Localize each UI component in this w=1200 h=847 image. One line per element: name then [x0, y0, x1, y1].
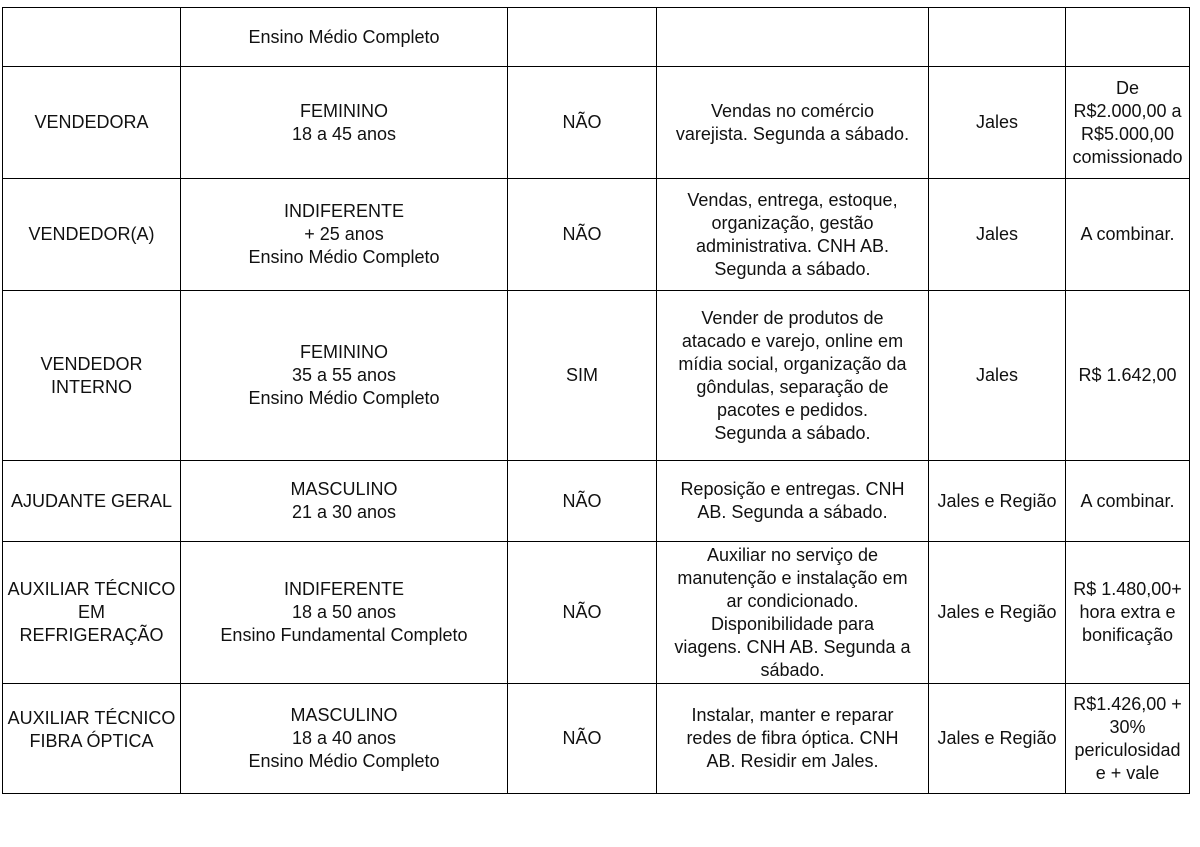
job-description-cell	[657, 291, 929, 461]
cell-text-line: 35 a 55 anos	[291, 365, 397, 385]
experience-required-cell	[508, 67, 657, 179]
job-location-cell	[929, 291, 1066, 461]
cell-text-line: Instalar, manter e reparar	[691, 705, 894, 725]
cell-text-line: MASCULINO	[290, 479, 398, 499]
job-description-cell	[657, 542, 929, 684]
candidate-profile-cell	[181, 461, 508, 542]
table-row	[3, 8, 1190, 67]
cell-text-line: AB. Segunda a sábado.	[697, 502, 888, 522]
job-description-cell	[657, 179, 929, 291]
candidate-profile-cell	[181, 291, 508, 461]
cell-text: NÃO	[562, 602, 602, 622]
job-description-cell	[657, 8, 929, 67]
cell-text-line: MASCULINO	[290, 705, 398, 725]
job-location-cell	[929, 179, 1066, 291]
cell-text-line: R$ 1.642,00	[1078, 365, 1177, 385]
cell-text-line: varejista. Segunda a sábado.	[675, 123, 910, 144]
cell-text-line: Ensino Médio Completo	[248, 26, 440, 47]
cell-text-line: R$ 1.480,00+	[1073, 579, 1182, 599]
job-title-cell	[3, 179, 181, 291]
experience-required-cell	[508, 291, 657, 461]
cell-text-line: bonificação	[1081, 625, 1174, 645]
experience-required-cell	[508, 461, 657, 542]
cell-text-line: A combinar.	[1080, 224, 1175, 244]
job-location-cell	[929, 8, 1066, 67]
cell-text-line: INDIFERENTE	[283, 201, 404, 221]
cell-text-line: mídia social, organização da	[678, 353, 907, 374]
job-title-cell	[3, 8, 181, 67]
candidate-profile-cell	[181, 179, 508, 291]
cell-text-line: Vendas no comércio	[710, 100, 875, 121]
cell-text-line: AB. Residir em Jales.	[706, 751, 879, 771]
table-row	[3, 684, 1190, 794]
cell-text: Jales	[975, 224, 1019, 244]
cell-text: Jales	[975, 112, 1019, 132]
job-location-cell	[929, 542, 1066, 684]
cell-text-line: Reposição e entregas. CNH	[680, 479, 905, 499]
cell-text-line: R$5.000,00	[1080, 123, 1175, 144]
cell-text: Jales e Região	[937, 602, 1057, 622]
cell-text-line: VENDEDOR(A)	[28, 224, 155, 244]
cell-text-line: AUXILIAR TÉCNICO	[7, 579, 176, 599]
cell-text-line: gôndulas, separação de	[696, 376, 889, 397]
cell-text: NÃO	[562, 728, 602, 748]
experience-required-cell	[508, 179, 657, 291]
cell-text-line: Segunda a sábado.	[714, 258, 871, 279]
cell-text-line: 18 a 45 anos	[291, 123, 397, 144]
cell-text: SIM	[565, 365, 598, 385]
cell-text-line: R$1.426,00 +	[1073, 693, 1182, 714]
cell-text: Jales e Região	[937, 490, 1057, 511]
cell-text-line: VENDEDORA	[34, 112, 149, 132]
experience-required-cell	[508, 542, 657, 684]
cell-text: Jales	[975, 365, 1019, 385]
cell-text-line: R$2.000,00 a	[1073, 100, 1182, 121]
cell-text: NÃO	[562, 112, 602, 132]
cell-text-line: INDIFERENTE	[283, 579, 404, 599]
job-description-cell	[657, 67, 929, 179]
experience-required-cell	[508, 8, 657, 67]
cell-text-line: Segunda a sábado.	[714, 422, 871, 443]
cell-text-line: administrativa. CNH AB.	[695, 235, 890, 256]
cell-text-line: 30%	[1109, 716, 1146, 737]
job-location-cell	[929, 684, 1066, 794]
salary-cell	[1066, 542, 1190, 684]
cell-text-line: EM	[78, 602, 105, 622]
salary-cell	[1066, 8, 1190, 67]
job-description-cell	[657, 684, 929, 794]
salary-cell	[1066, 67, 1190, 179]
cell-text-line: Vendas, entrega, estoque,	[687, 189, 898, 210]
job-description-cell	[657, 461, 929, 542]
cell-text-line: Disponibilidade para	[710, 613, 875, 634]
cell-text-line: Ensino Fundamental Completo	[220, 625, 468, 645]
cell-text-line: Ensino Médio Completo	[248, 247, 440, 267]
cell-text-line: De	[1115, 77, 1139, 98]
candidate-profile-cell	[181, 684, 508, 794]
table-row	[3, 67, 1190, 179]
job-title-cell	[3, 67, 181, 179]
cell-text-line: viagens. CNH AB. Segunda a	[674, 636, 911, 657]
cell-text-line: 18 a 40 anos	[291, 728, 397, 748]
cell-text-line: pacotes e pedidos.	[716, 399, 869, 420]
cell-text-line: AUXILIAR TÉCNICO	[7, 707, 176, 728]
cell-text-line: 21 a 30 anos	[291, 502, 397, 522]
cell-text-line: Ensino Médio Completo	[248, 751, 440, 771]
job-listings-body	[3, 8, 1190, 794]
candidate-profile-cell	[181, 542, 508, 684]
cell-text: NÃO	[562, 224, 602, 244]
cell-text-line: A combinar.	[1080, 490, 1175, 511]
cell-text-line: atacado e varejo, online em	[681, 330, 904, 351]
cell-text-line: FIBRA ÓPTICA	[29, 730, 154, 751]
table-row	[3, 461, 1190, 542]
cell-text-line: VENDEDOR	[40, 353, 143, 374]
cell-text-line: redes de fibra óptica. CNH	[686, 728, 899, 748]
salary-cell	[1066, 179, 1190, 291]
table-row	[3, 542, 1190, 684]
cell-text-line: ar condicionado.	[726, 590, 859, 611]
salary-cell	[1066, 684, 1190, 794]
cell-text-line: Vender de produtos de	[701, 307, 884, 328]
cell-text-line: manutenção e instalação em	[677, 567, 908, 588]
cell-text-line: FEMININO	[300, 342, 388, 362]
job-title-cell	[3, 461, 181, 542]
cell-text-line: Auxiliar no serviço de	[706, 544, 879, 565]
salary-cell	[1066, 461, 1190, 542]
cell-text-line: hora extra e	[1079, 602, 1176, 622]
cell-text-line: sábado.	[760, 659, 825, 680]
cell-text-line: INTERNO	[51, 376, 132, 397]
table-row	[3, 179, 1190, 291]
cell-text-line: REFRIGERAÇÃO	[19, 625, 164, 645]
cell-text-line: Ensino Médio Completo	[248, 388, 440, 408]
job-title-cell	[3, 291, 181, 461]
job-title-cell	[3, 542, 181, 684]
salary-cell	[1066, 291, 1190, 461]
table-row	[3, 291, 1190, 461]
cell-text-line: organização, gestão	[711, 212, 874, 233]
cell-text: NÃO	[562, 490, 602, 511]
job-listings-table	[2, 7, 1190, 794]
cell-text-line: comissionado	[1072, 146, 1183, 167]
cell-text-line: AJUDANTE GERAL	[10, 490, 173, 511]
cell-text-line: 18 a 50 anos	[291, 602, 397, 622]
job-location-cell	[929, 461, 1066, 542]
candidate-profile-cell	[181, 8, 508, 67]
cell-text-line: FEMININO	[300, 100, 388, 121]
cell-text-line	[5, 753, 178, 771]
candidate-profile-cell	[181, 67, 508, 179]
job-location-cell	[929, 67, 1066, 179]
job-title-cell	[3, 684, 181, 794]
experience-required-cell	[508, 684, 657, 794]
cell-text-line: periculosidad	[1074, 739, 1181, 760]
cell-text: Jales e Região	[937, 728, 1057, 748]
cell-text-line: + 25 anos	[304, 224, 384, 244]
cell-text-line: e + vale	[1095, 762, 1160, 783]
